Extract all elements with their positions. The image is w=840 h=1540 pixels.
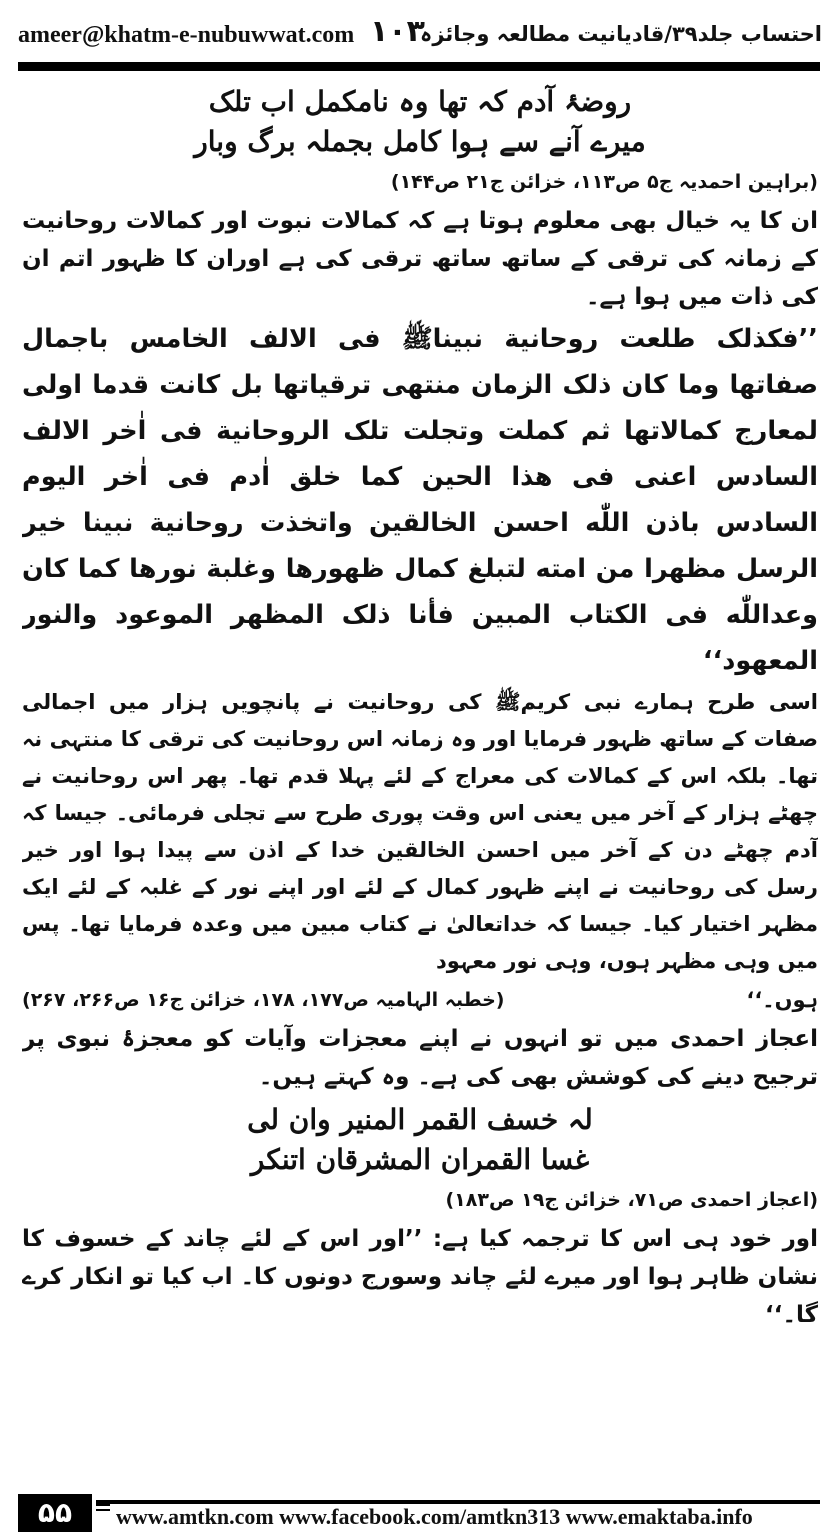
footer-urls: www.amtkn.com www.facebook.com/amtkn313 www.emaktaba.info [110,1504,826,1530]
citation: (اعجاز احمدی ص۷۱، خزائن ج۱۹ ص۱۸۳) [445,1189,818,1211]
verse-line: روضۂ آدم کہ تھا وہ نامکمل اب تلک [208,85,632,118]
translation-end: ہوں۔‘‘ [746,987,818,1012]
page-header [0,0,840,60]
page-footer [0,1490,840,1540]
translation-paragraph: اسی طرح ہمارے نبی کریمﷺ کی روحانیت نے پانچویں ہزار میں اجمالی صفات کے ساتھ ظہور فرمایا اور وہ زمانہ اس روحانیت کی ترقی کا منتہی نہ تھا۔ بلکہ اس کے کمالات کی معراج کے لئے پہلا قدم تھا۔ پھر اس روحانیت نے چھٹے ہزار کے آخر میں یعنی اس وقت پوری طرح سے تجلی فرمائی۔ جیسا کہ آدم چھٹے دن کے آخر میں احسن الخالقین خدا کے اذن سے پیدا ہوا اور خیر رسل کی روحانیت نے اپنے ظہور کمال کے لئے اور اپنے نور کے غلبہ کے لئے ایک مظہر اختیار کیا۔ جیسا کہ خداتعالیٰ نے کتاب مبین میں وعدہ فرمایا تھا۔ پس میں وہی مظہر ہوں، وہی نور معہود [22,690,818,973]
paragraph: ان کا یہ خیال بھی معلوم ہوتا ہے کہ کمالات نبوت اور کمالات روحانیت کے زمانہ کی ترقی کے ساتھ ساتھ ترقی کی ہے اوران کا ظہور اتم ان کی ذات میں ہوا ہے۔ [22,208,818,310]
arabic-quote: ’’فکذلک طلعت روحانیة نبیناﷺ فی الالف الخامس باجمال صفاتها وما کان ذلک الزمان منتهی ترقیاتها بل کانت قدما اولی لمعارج کمالاتها ثم کملت وتجلت تلک الروحانیة فی اٰخر الالف السادس اعنی فی هذا الحین کما خلق اٰدم فی اٰخر الیوم السادس باذن اللّٰه احسن الخالقین واتخذت روحانیة نبینا خیر الرسل مظهرا من امته لتبلغ کمال ظهورها وغلبة نورها کما کان وعداللّٰه فی الکتاب المبین فأنا ذلک المظهر الموعود والنور المعهود‘‘ [22,324,818,676]
translation-end-line [22,980,818,1020]
citation: (براہین احمدیہ ج۵ ص۱۱۳، خزائن ج۲۱ ص۱۴۴) [390,171,818,193]
book-reference: احتساب جلد۳۹/قادیانیت مطالعہ وجائزہ [420,22,822,46]
header-rule [18,62,820,71]
verse-line: غسا القمران المشرقان اتنکر [250,1143,590,1176]
footer-badge: ۵۵ [18,1494,92,1532]
header-email: ameer@khatm-e-nubuwwat.com [18,22,355,48]
citation: (خطبہ الہامیہ ص۱۷۷، ۱۷۸، خزائن ج۱۶ ص۲۶۶، ۲۶۷) [22,989,505,1011]
paragraph: اعجاز احمدی میں تو انہوں نے اپنے معجزات وآیات کو معجزۂ نبوی پر ترجیح دینے کی کوشش بھی کی ہے۔ وہ کہتے ہیں۔ [22,1026,818,1090]
page-content [22,80,818,1465]
verse-line: لہ خسف القمر المنیر وان لی [247,1103,593,1136]
paragraph: اور خود ہی اس کا ترجمہ کیا ہے: ’’اور اس کے لئے چاند کے خسوف کا نشان ظاہر ہوا اور میرے لئے چاند وسورج دونوں کا۔ اب کیا تو انکار کرے گا۔‘‘ [22,1226,818,1328]
verse-line: میرے آنے سے ہوا کامل بجملہ برگ وبار [194,125,646,158]
page-number: ١٠٣ [370,14,425,49]
